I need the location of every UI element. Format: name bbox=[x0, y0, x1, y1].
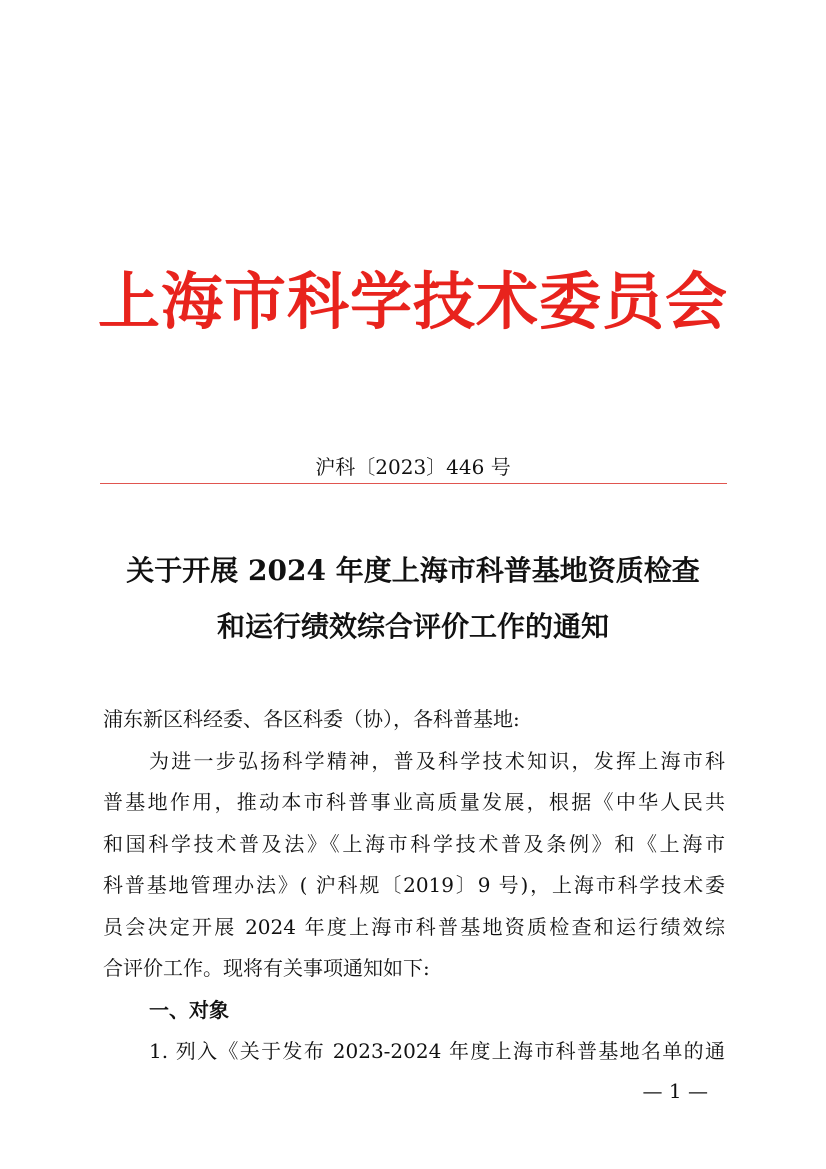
notice-body bbox=[103, 699, 725, 1073]
paragraph-1-line: 为进一步弘扬科学精神，普及科学技术知识，发挥上海市科 bbox=[149, 748, 725, 773]
paragraph-1-line: 合评价工作。现将有关事项通知如下: bbox=[103, 956, 430, 980]
paragraph-1-line: 普基地作用，推动本市科普事业高质量发展，根据《中华人民共 bbox=[103, 790, 725, 814]
document-number: 沪科〔2023〕446 号 bbox=[315, 455, 511, 479]
section-1-heading: 一、对象 bbox=[149, 997, 229, 1022]
item-1-text: 1. 列入《关于发布 2023-2024 年度上海市科普基地名单的通 bbox=[149, 1039, 725, 1063]
notice-title bbox=[0, 543, 826, 655]
notice-title-line-2: 和运行绩效综合评价工作的通知 bbox=[216, 610, 609, 643]
page-number: — 1 — bbox=[642, 1079, 708, 1103]
paragraph-1-line: 科普基地管理办法》( 沪科规〔2019〕9 号)，上海市科学技术委 bbox=[103, 873, 725, 897]
notice-title-line-1: 关于开展 2024 年度上海市科普基地资质检查 bbox=[126, 554, 700, 587]
red-divider-line bbox=[100, 483, 727, 484]
paragraph-1-line: 员会决定开展 2024 年度上海市科普基地资质检查和运行绩效综 bbox=[103, 914, 725, 939]
issuer-header: 上海市科学技术委员会 bbox=[97, 265, 728, 338]
salutation: 浦东新区科经委、各区科委（协），各科普基地: bbox=[103, 707, 520, 731]
paragraph-1-line: 和国科学技术普及法》《上海市科学技术普及条例》和《上海市 bbox=[103, 831, 725, 856]
paragraph-1 bbox=[103, 741, 725, 990]
